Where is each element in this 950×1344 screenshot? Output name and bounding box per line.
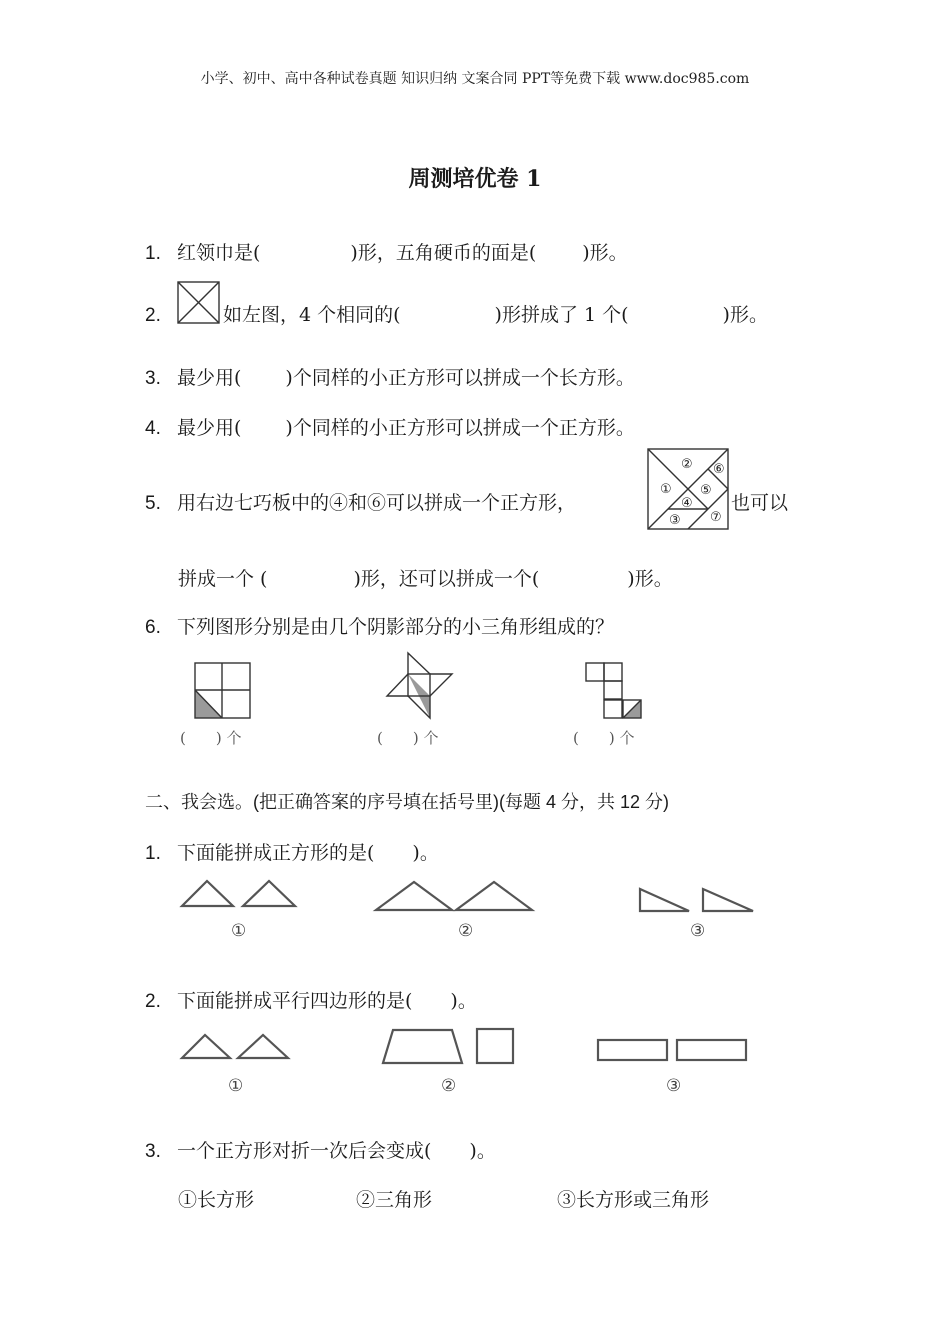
tangram-figure xyxy=(647,448,729,530)
trapezoid xyxy=(383,1030,462,1063)
choice-question-1 xyxy=(145,838,439,865)
pinwheel-blade xyxy=(430,674,452,696)
tangram-label: ① xyxy=(660,482,672,497)
fill-question-3 xyxy=(145,363,635,390)
question-number: 1. xyxy=(145,843,161,864)
fill-question-6 xyxy=(145,612,614,639)
question-text: )个同样的小正方形可以拼成一个长方形。 xyxy=(285,367,635,389)
question-number: 3. xyxy=(145,368,161,389)
question-text: 拼成一个 ( xyxy=(178,568,268,590)
question-text: 下列图形分别是由几个阴影部分的小三角形组成的？ xyxy=(177,616,615,638)
tangram-label: ⑥ xyxy=(713,462,725,477)
question-text: )形拼成了 1 个( xyxy=(494,304,629,326)
staircase-figure xyxy=(585,662,643,720)
choice-option-2[interactable]: ②三角形 xyxy=(356,1189,433,1211)
question-text: 最少用( xyxy=(177,367,242,389)
tangram-label: ④ xyxy=(681,496,693,511)
triangle xyxy=(243,881,295,906)
question-number: 2. xyxy=(145,991,161,1012)
fill-question-5-continuation xyxy=(178,564,673,591)
question-text: 下面能拼成平行四边形的是( )。 xyxy=(177,990,477,1012)
option-label: ③ xyxy=(690,921,706,941)
cell xyxy=(604,663,622,681)
question-text: )形。 xyxy=(582,242,628,264)
fill-question-1 xyxy=(145,238,628,265)
question-number: 5. xyxy=(145,493,161,514)
square-with-diagonals-figure xyxy=(177,281,221,325)
grid-square-figure xyxy=(194,662,252,720)
pinwheel-figure xyxy=(386,652,454,720)
tangram-label: ② xyxy=(681,457,693,472)
question-text: )形。 xyxy=(722,304,768,326)
cell xyxy=(586,663,604,681)
triangle xyxy=(640,889,689,911)
count-label[interactable]: ( ) 个 xyxy=(180,729,242,747)
question-text: )形，五角硬币的面是( xyxy=(350,242,537,264)
fill-question-5-tail: 也可以 xyxy=(731,492,789,514)
tangram-label: ③ xyxy=(669,513,681,528)
question-text: 用右边七巧板中的④和⑥可以拼成一个正方形， xyxy=(177,492,577,514)
option-2-triangles[interactable] xyxy=(374,878,536,912)
option-label: ② xyxy=(441,1076,457,1096)
section-heading: 二、我会选。(把正确答案的序号填在括号里)(每题 4 分，共 12 分) xyxy=(145,792,670,812)
option-3-rectangles[interactable] xyxy=(596,1038,752,1064)
count-label[interactable]: ( ) 个 xyxy=(377,729,439,747)
option-2-shapes[interactable] xyxy=(380,1027,518,1067)
fill-question-4 xyxy=(145,413,635,440)
cell xyxy=(604,700,622,718)
question-number: 1. xyxy=(145,243,161,264)
question-text: 红领巾是( xyxy=(177,242,261,264)
option-label: ② xyxy=(458,921,474,941)
page-header: 小学、初中、高中各种试卷真题 知识归纳 文案合同 PPT等免费下载 www.doc985.com xyxy=(200,71,750,87)
option-1-triangles[interactable] xyxy=(180,876,300,910)
triangle xyxy=(376,882,452,910)
cell xyxy=(604,681,622,699)
triangle xyxy=(182,1035,230,1058)
question-number: 4. xyxy=(145,418,161,439)
option-label: ① xyxy=(231,921,247,941)
fill-question-5 xyxy=(145,488,576,515)
question-text: 最少用( xyxy=(177,417,242,439)
tangram-label: ⑤ xyxy=(700,483,712,498)
question-text: )个同样的小正方形可以拼成一个正方形。 xyxy=(285,417,635,439)
triangle xyxy=(238,1035,288,1058)
pinwheel-blade xyxy=(408,653,430,674)
fill-question-2 xyxy=(145,300,768,327)
rectangle xyxy=(598,1040,667,1060)
choice-question-2 xyxy=(145,986,477,1013)
option-label: ① xyxy=(228,1076,244,1096)
pinwheel-blade xyxy=(387,674,408,696)
question-number: 3. xyxy=(145,1141,161,1162)
triangle xyxy=(182,881,233,906)
option-label: ③ xyxy=(666,1076,682,1096)
choice-option-3[interactable]: ③长方形或三角形 xyxy=(557,1189,710,1211)
choice-question-3 xyxy=(145,1136,496,1163)
question-text: 一个正方形对折一次后会变成( )。 xyxy=(177,1140,496,1162)
choice-option-1[interactable]: ①长方形 xyxy=(178,1189,255,1211)
count-label[interactable]: ( ) 个 xyxy=(573,729,635,747)
page-title: 周测培优卷 1 xyxy=(408,166,542,192)
square xyxy=(477,1029,513,1063)
question-number: 2. xyxy=(145,305,161,326)
question-text: 如左图，4 个相同的( xyxy=(223,304,401,326)
triangle xyxy=(456,882,532,910)
question-text: 下面能拼成正方形的是( )。 xyxy=(177,842,439,864)
triangle xyxy=(703,889,753,911)
option-3-triangles[interactable] xyxy=(637,886,759,914)
question-number: 6. xyxy=(145,617,161,638)
rectangle xyxy=(677,1040,746,1060)
question-text: )形，还可以拼成一个( xyxy=(353,568,540,590)
tangram-label: ⑦ xyxy=(710,510,722,525)
option-1-triangles[interactable] xyxy=(180,1032,292,1062)
question-text: )形。 xyxy=(627,568,673,590)
